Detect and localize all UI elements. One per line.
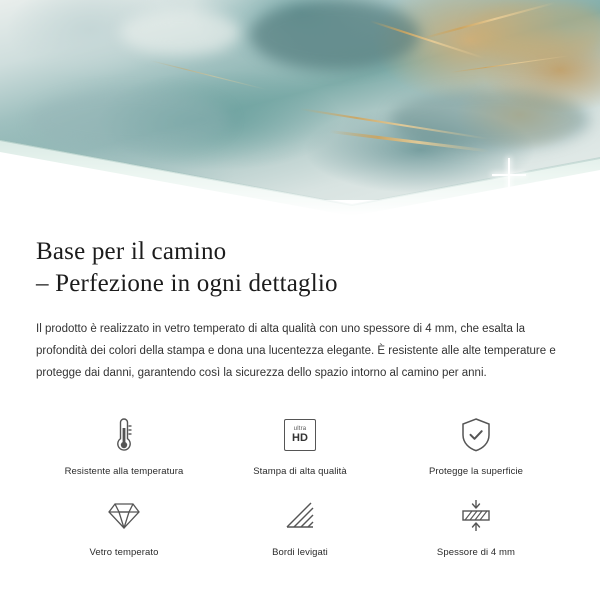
badge-top-text: ultra	[293, 426, 307, 432]
ultra-hd-icon	[284, 412, 316, 458]
marble-artwork	[0, 0, 600, 200]
product-description-text: Il prodotto è realizzato in vetro temperato di alta qualità con uno spessore di 4 mm, che esalta la profondità dei colori della stampa e dona una lucentezza elegante. È resistente alle alte temperature e protegge dai danni, garantendo così la sicurezza dello spazio intorno al camino per anni.	[36, 323, 556, 379]
badge-bottom-text: HD	[292, 432, 308, 444]
feature-label: Stampa di alta qualità	[253, 466, 347, 477]
feature-label: Bordi levigati	[272, 547, 328, 558]
headline-line-1: Base per il camino	[36, 238, 227, 265]
ink-swirl	[120, 10, 240, 55]
feature-label: Spessore di 4 mm	[436, 547, 516, 558]
polished-edges-icon	[283, 493, 317, 539]
feature-label: Resistente alla temperatura	[64, 466, 184, 477]
feature-label: Protegge la superficie	[428, 466, 524, 477]
feature-grid	[36, 412, 564, 558]
feature-item	[36, 412, 212, 477]
thickness-icon	[459, 493, 493, 539]
sparkle-icon	[527, 183, 547, 203]
ink-swirl	[250, 0, 420, 70]
gold-vein	[150, 60, 267, 90]
thermometer-icon	[113, 412, 135, 458]
ink-swirl	[30, 90, 230, 150]
hero-image	[0, 0, 600, 218]
feature-item	[388, 412, 564, 477]
diamond-icon	[107, 493, 141, 539]
feature-item	[212, 493, 388, 558]
shield-check-icon	[459, 412, 493, 458]
feature-item	[36, 493, 212, 558]
feature-label: Vetro temperato	[89, 547, 159, 558]
headline-line-2: – Perfezione in ogni dettaglio	[36, 270, 338, 297]
page-title	[36, 236, 564, 300]
content-area	[0, 236, 600, 558]
feature-item	[388, 493, 564, 558]
gold-vein	[450, 55, 569, 73]
feature-item	[212, 412, 388, 477]
